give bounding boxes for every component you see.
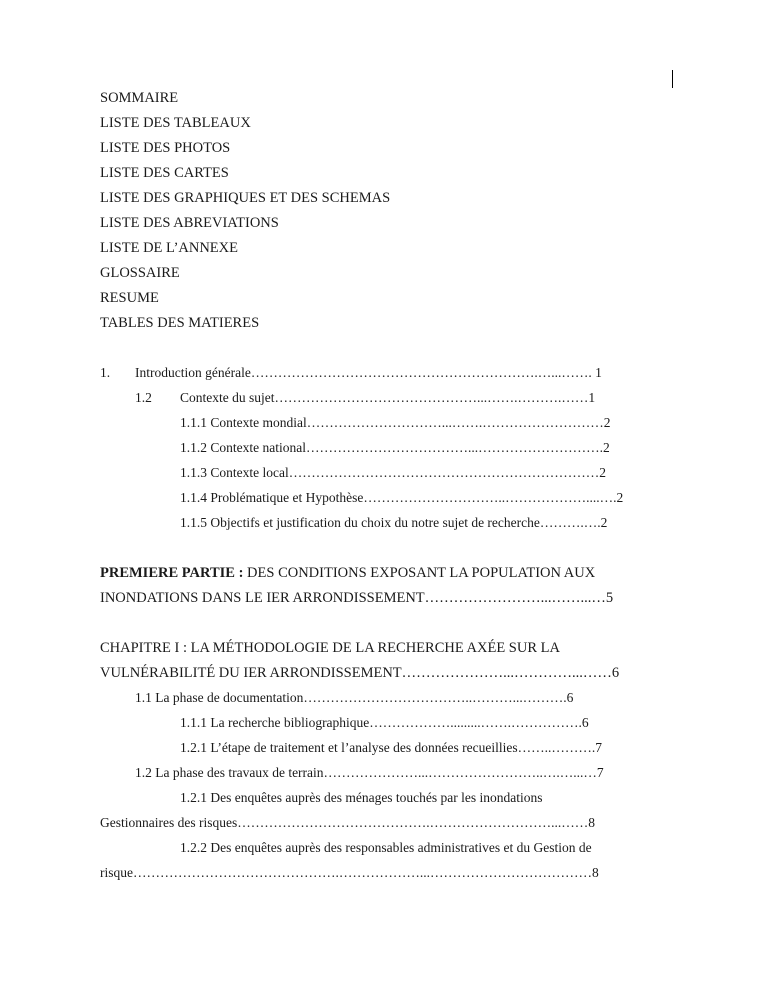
toc-part-heading[interactable] [100,563,595,583]
toc-entry[interactable]: 1.2.1 Des enquêtes auprès des ménages touchés par les inondations [180,790,543,805]
toc-number: 1.2 [135,390,152,405]
toc-entry[interactable]: 1.1.1 La recherche bibliographique……………….........…….…………….6 [180,715,589,730]
front-matter-item[interactable]: LISTE DES ABREVIATIONS [100,215,279,231]
toc-part-heading-cont[interactable]: INONDATIONS DANS LE IER ARRONDISSEMENT……………………...……...…5 [100,590,614,606]
toc-number: 1. [100,365,111,380]
part-title: DES CONDITIONS EXPOSANT LA POPULATION AUX [243,565,596,581]
toc-entry-contexte[interactable] [135,388,660,408]
toc-chapter-heading-cont[interactable]: VULNÉRABILITÉ DU IER ARRONDISSEMENT…………………...…………...……6 [100,665,620,681]
toc-entry-cont[interactable]: risque……………………………………….………………...………………………………8 [100,865,599,880]
toc-entry[interactable]: 1.1.2 Contexte national………………………………...……………………….2 [180,440,610,455]
toc-entry[interactable]: 1.1.5 Objectifs et justification du choix du notre sujet de recherche……….….2 [180,515,608,530]
text-cursor [672,70,673,88]
front-matter-item[interactable]: LISTE DES TABLEAUX [100,115,251,131]
toc-entry[interactable]: 1.2.1 L’étape de traitement et l’analyse des données recueillies……..……….7 [180,740,602,755]
front-matter-item[interactable]: SOMMAIRE [100,90,179,106]
toc-text: Introduction générale……………………………………………………….…...……. 1 [135,365,602,380]
toc-entry[interactable]: 1.2.2 Des enquêtes auprès des responsables administratives et du Gestion de [180,840,592,855]
toc-entry[interactable]: 1.1.1 Contexte mondial…………………………...…….………………………2 [180,415,611,430]
front-matter-item[interactable]: TABLES DES MATIERES [100,315,260,331]
front-matter-item[interactable]: LISTE DES GRAPHIQUES ET DES SCHEMAS [100,190,391,206]
toc-entry[interactable]: 1.2 La phase des travaux de terrain…………………...……………………..….…...…7 [135,765,604,780]
toc-entry[interactable]: 1.1.3 Contexte local……………………………………………………………2 [180,465,606,480]
front-matter-item[interactable]: LISTE DES CARTES [100,165,229,181]
toc-entry[interactable]: 1.1 La phase de documentation………………………………..………...……….6 [135,690,574,705]
front-matter-item[interactable]: GLOSSAIRE [100,265,180,281]
toc-text: Contexte du sujet………………………………………...…….……….……1 [180,390,596,405]
toc-entry-intro[interactable] [100,363,660,383]
toc-entry-cont[interactable]: Gestionnaires des risques…………………………………….………………………...……8 [100,815,595,830]
toc-chapter-heading[interactable]: CHAPITRE I : LA MÉTHODOLOGIE DE LA RECHERCHE AXÉE SUR LA [100,640,560,656]
front-matter-item[interactable]: LISTE DE L’ANNEXE [100,240,238,256]
toc-entry[interactable]: 1.1.4 Problématique et Hypothèse…………………………..………………....….2 [180,490,624,505]
front-matter-item[interactable]: LISTE DES PHOTOS [100,140,231,156]
part-label: PREMIERE PARTIE : [100,565,244,581]
front-matter-item[interactable]: RESUME [100,290,159,306]
